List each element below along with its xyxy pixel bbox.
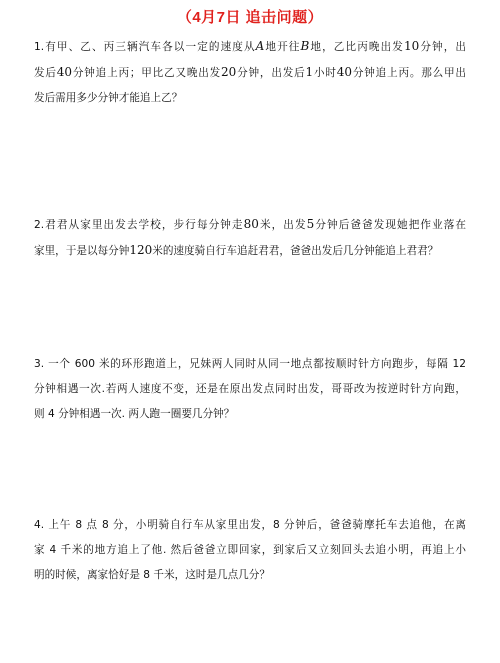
text-segment: 明的时候，离家恰好是 8 千米，这时是几点几分？ [34, 569, 270, 581]
text-segment: 地开往 [264, 41, 301, 53]
problem-1 [34, 34, 466, 111]
problem-4-line-2 [34, 538, 466, 563]
text-segment: 米，出发 [258, 219, 307, 231]
text-segment: 分钟后爸爸发现她把作业落在 [314, 219, 467, 231]
math-number: 20 [221, 65, 237, 79]
problem-4-line-3 [34, 563, 466, 588]
problem-2-line-2 [34, 238, 466, 264]
problem-3-line-2 [34, 377, 466, 402]
text-segment: 4. 上午 8 点 8 分，小明骑自行车从家里出发，8 分钟后，爸爸骑摩托车去追他，在离 [34, 519, 466, 531]
problem-4-line-1 [34, 513, 466, 538]
problem-3-line-1 [34, 352, 466, 377]
math-number: 40 [336, 65, 353, 79]
problem-2 [34, 212, 466, 264]
text-segment: 1.有甲、乙、丙三辆汽车各以一定的速度从 [34, 41, 256, 53]
problem-4 [34, 513, 466, 588]
math-number: 40 [56, 65, 73, 79]
text-segment: 3. 一个 600 米的环形跑道上，兄妹两人同时从同一地点都按顺时针方向跑步，每隔 12 [34, 358, 466, 370]
text-segment: 发后 [34, 67, 57, 79]
math-number: 120 [129, 243, 153, 257]
problem-3 [34, 352, 466, 427]
text-segment: 分钟，出发后 [236, 67, 306, 79]
problem-1-line-3 [34, 86, 466, 111]
text-segment: 2.君君从家里出发去学校，步行每分钟走 [34, 219, 244, 231]
text-segment: 分钟，出 [419, 41, 467, 53]
text-segment: 米的速度骑自行车追赶君君，爸爸出发后几分钟能追上君君？ [152, 245, 439, 257]
text-segment: 小时 [313, 67, 337, 79]
text-segment: 分钟追上丙。那么甲出 [352, 67, 467, 79]
problem-2-line-1 [34, 212, 466, 238]
math-variable: A [255, 39, 265, 53]
text-segment: 家里，于是以每分钟 [34, 245, 130, 257]
text-segment: 分钟追上丙；甲比乙又晚出发 [72, 67, 222, 79]
problem-1-line-1 [34, 34, 466, 60]
math-number: 5 [306, 217, 315, 231]
page-title: （4月7日 追击问题） [176, 9, 324, 26]
math-number: 10 [403, 39, 420, 53]
text-segment: 地，乙比丙晚出发 [309, 41, 404, 53]
math-variable: B [300, 39, 310, 53]
problem-1-line-2 [34, 60, 466, 86]
problem-3-line-3 [34, 402, 466, 427]
text-segment: 则 4 分钟相遇一次. 两人跑一圈要几分钟？ [34, 408, 235, 420]
text-segment: 家 4 千米的地方追上了他. 然后爸爸立即回家，到家后又立刻回头去追小明，再追上小 [34, 544, 466, 556]
text-segment: 发后需用多少分钟才能追上乙？ [34, 92, 183, 104]
math-number: 80 [243, 217, 259, 231]
text-segment: 分钟相遇一次.若两人速度不变，还是在原出发点同时出发，哥哥改为按逆时针方向跑， [34, 383, 466, 395]
math-number: 1 [305, 65, 314, 79]
